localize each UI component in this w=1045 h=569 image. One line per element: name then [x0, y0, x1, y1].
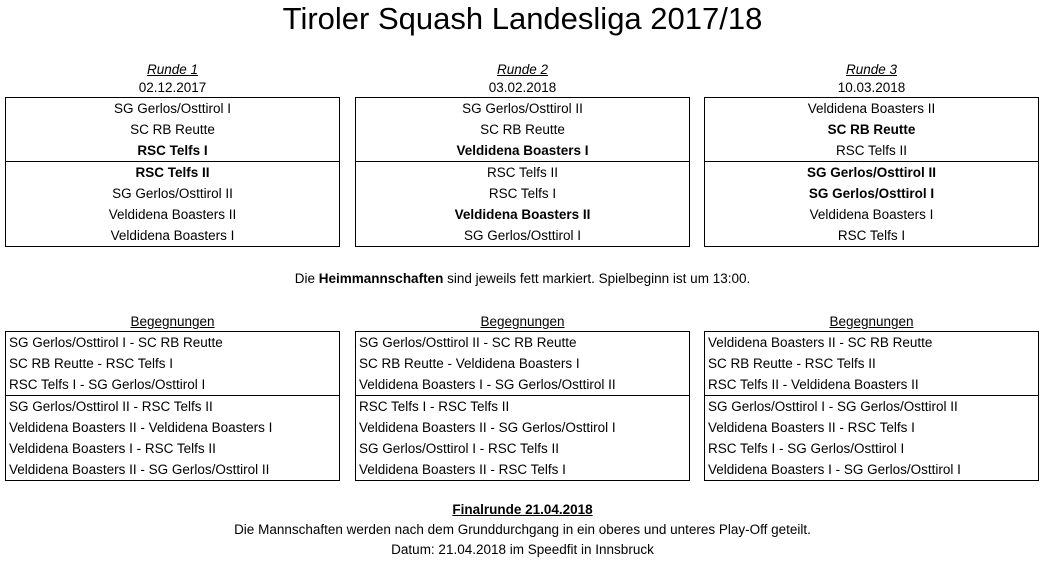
- match-row: Veldidena Boasters II - SC RB Reutte: [708, 335, 933, 350]
- team-row: Veldidena Boasters I: [110, 228, 235, 243]
- team-row: Veldidena Boasters II: [454, 207, 591, 222]
- final-line-2: Datum: 21.04.2018 im Speedfit in Innsbruck: [391, 542, 654, 557]
- team-row: RSC Telfs II: [835, 143, 908, 158]
- team-row: RSC Telfs I: [137, 143, 208, 158]
- round-1-matches-column: [5, 313, 340, 481]
- team-row: SG Gerlos/Osttirol II: [462, 101, 583, 116]
- team-group: [356, 162, 689, 247]
- match-row: Veldidena Boasters II - SG Gerlos/Osttirol II: [9, 462, 270, 477]
- round-3-date: 10.03.2018: [837, 80, 906, 95]
- match-group: [6, 396, 339, 481]
- round-3-teams-table: [704, 97, 1039, 247]
- team-group: [705, 98, 1038, 162]
- round-3-matches-table: [704, 331, 1039, 481]
- round-1-matches-table: [5, 331, 340, 481]
- match-row: RSC Telfs I - SG Gerlos/Osttirol I: [708, 441, 905, 456]
- round-3-heading: Runde 3: [845, 62, 898, 77]
- round-1-teams-table: [5, 97, 340, 247]
- match-row: Veldidena Boasters II - Veldidena Boasters I: [9, 420, 273, 435]
- matches-heading: Begegnungen: [480, 314, 565, 329]
- team-row: SG Gerlos/Osttirol I: [113, 101, 232, 116]
- team-row: RSC Telfs I: [488, 186, 557, 201]
- team-row: RSC Telfs I: [837, 228, 906, 243]
- match-row: Veldidena Boasters II - SG Gerlos/Osttirol I: [359, 420, 616, 435]
- round-2-date: 03.02.2018: [488, 80, 557, 95]
- round-1-column: [5, 61, 340, 247]
- match-row: Veldidena Boasters II - RSC Telfs I: [359, 462, 566, 477]
- match-row: RSC Telfs II - Veldidena Boasters II: [708, 377, 919, 392]
- match-row: SG Gerlos/Osttirol I - SC RB Reutte: [9, 335, 223, 350]
- team-row: SC RB Reutte: [480, 122, 565, 137]
- match-row: Veldidena Boasters II - RSC Telfs I: [708, 420, 915, 435]
- match-row: SC RB Reutte - Veldidena Boasters I: [359, 356, 580, 371]
- round-2-matches-column: [355, 313, 690, 481]
- team-row: Veldidena Boasters II: [108, 207, 237, 222]
- team-group: [6, 162, 339, 247]
- match-group: [356, 332, 689, 396]
- team-row: SG Gerlos/Osttirol I: [808, 186, 935, 201]
- team-row: RSC Telfs II: [486, 165, 559, 180]
- match-row: Veldidena Boasters I - RSC Telfs II: [9, 441, 216, 456]
- team-row: SG Gerlos/Osttirol II: [806, 165, 937, 180]
- round-2-teams-table: [355, 97, 690, 247]
- round-2-matches-table: [355, 331, 690, 481]
- team-row: RSC Telfs II: [135, 165, 210, 180]
- round-3-matches-column: [704, 313, 1039, 481]
- matches-heading: Begegnungen: [829, 314, 914, 329]
- team-group: [705, 162, 1038, 247]
- team-row: SG Gerlos/Osttirol I: [463, 228, 582, 243]
- round-2-heading: Runde 2: [496, 62, 549, 77]
- final-heading: Finalrunde 21.04.2018: [452, 502, 593, 517]
- final-line-1: Die Mannschaften werden nach dem Grunddurchgang in ein oberes und unteres Play-Off geteilt.: [234, 522, 811, 537]
- note-bold: Heimmannschaften: [318, 271, 444, 286]
- team-row: SG Gerlos/Osttirol II: [112, 186, 233, 201]
- final-round: [0, 500, 1045, 560]
- match-row: SC RB Reutte - RSC Telfs II: [708, 356, 876, 371]
- team-row: SC RB Reutte: [130, 122, 215, 137]
- round-3-column: [704, 61, 1039, 247]
- team-row: Veldidena Boasters I: [809, 207, 934, 222]
- match-group: [356, 396, 689, 481]
- team-row: Veldidena Boasters I: [456, 143, 589, 158]
- team-group: [6, 98, 339, 162]
- home-team-note: [0, 270, 1045, 288]
- match-row: RSC Telfs I - SG Gerlos/Osttirol I: [9, 377, 206, 392]
- round-1-heading: Runde 1: [146, 62, 199, 77]
- round-2-column: [355, 61, 690, 247]
- match-row: SG Gerlos/Osttirol I - RSC Telfs II: [359, 441, 560, 456]
- note-suffix: sind jeweils fett markiert. Spielbeginn ist um 13:00.: [443, 271, 751, 286]
- match-row: RSC Telfs I - RSC Telfs II: [359, 399, 510, 414]
- match-group: [6, 332, 339, 396]
- match-row: SG Gerlos/Osttirol II - SC RB Reutte: [359, 335, 577, 350]
- note-prefix: Die: [294, 271, 319, 286]
- team-row: Veldidena Boasters II: [807, 101, 936, 116]
- match-row: Veldidena Boasters I - SG Gerlos/Osttirol II: [359, 377, 616, 392]
- match-group: [705, 396, 1038, 481]
- team-row: SC RB Reutte: [827, 122, 916, 137]
- page-title: Tiroler Squash Landesliga 2017/18: [282, 1, 763, 36]
- match-row: SC RB Reutte - RSC Telfs I: [9, 356, 174, 371]
- match-row: SG Gerlos/Osttirol I - SG Gerlos/Osttirol II: [708, 399, 958, 414]
- match-row: SG Gerlos/Osttirol II - RSC Telfs II: [9, 399, 213, 414]
- matches-heading: Begegnungen: [130, 314, 215, 329]
- round-1-date: 02.12.2017: [138, 80, 207, 95]
- match-row: Veldidena Boasters I - SG Gerlos/Osttirol I: [708, 462, 961, 477]
- match-group: [705, 332, 1038, 396]
- team-group: [356, 98, 689, 162]
